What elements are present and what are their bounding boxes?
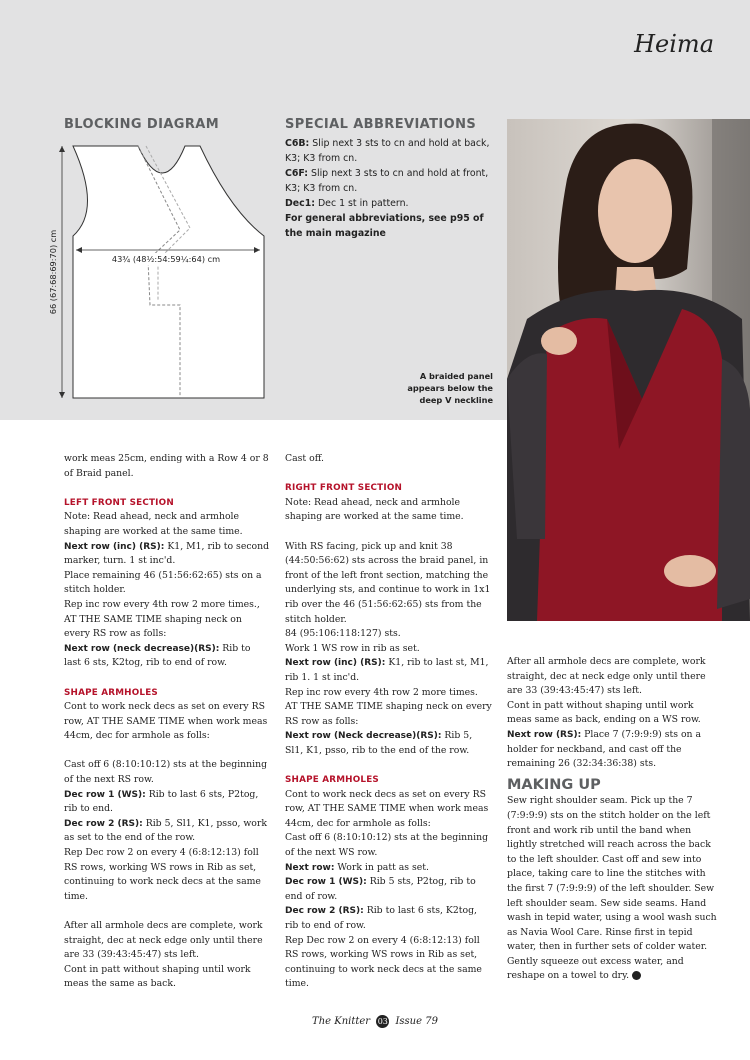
paragraph: Next row (inc) (RS): K1, M1, rib to second marker, turn. 1 st inc'd.	[64, 540, 270, 567]
paragraph: Next row: Work in patt as set.	[285, 861, 430, 873]
paragraph: Cast off 6 (8:10:10:12) sts at the beginning of the next WS row.	[285, 832, 489, 859]
height-arrow-bottom-head	[59, 392, 65, 398]
paragraph: Cont in patt without shaping until work meas same as back, ending on a WS row.	[507, 699, 701, 726]
column-1	[64, 452, 270, 992]
width-label: 43¾ (48½:54:59¼:64) cm	[111, 254, 221, 264]
paragraph: After all armhole decs are complete, work straight, dec at neck edge only until there are 33 (39:43:45:47) sts left.	[507, 656, 706, 697]
paragraph: Dec row 2 (RS): Rib 5, Sl1, K1, psso, work as set to the end of the row.	[64, 817, 267, 844]
paragraph: Dec row 2 (RS): Rib to last 6 sts, K2tog, rib to end of row.	[285, 905, 478, 931]
right-front-heading: RIGHT FRONT SECTION	[285, 483, 403, 494]
magazine-name: The Knitter	[312, 1016, 371, 1027]
paragraph: Rep Dec row 2 on every 4 (6:8:12:13) foll RS rows, working WS rows in Rib as set, continuing to work neck decs at the same time.	[285, 934, 482, 990]
page-number: 03	[377, 1017, 388, 1026]
paragraph: Next row (RS): Place 7 (7:9:9:9) sts on a holder for neckband, and cast off the remaining 26 (32:34:36:38) sts.	[507, 728, 702, 770]
column-2	[285, 452, 493, 992]
paragraph: Dec row 1 (WS): Rib to last 6 sts, P2tog, rib to end.	[64, 788, 259, 815]
paragraph: Rep inc row every 4th row 2 more times. AT THE SAME TIME shaping neck on every RS row as folls:	[285, 686, 492, 727]
paragraph: Cast off.	[285, 453, 324, 464]
abbreviations-list	[285, 136, 495, 241]
abbr-item: Dec1: Dec 1 st in pattern.	[285, 198, 409, 209]
left-front-heading: LEFT FRONT SECTION	[64, 497, 174, 508]
abbr-item: C6B: Slip next 3 sts to cn and hold at back, K3; K3 from cn.	[285, 138, 490, 164]
paragraph: Cast off 6 (8:10:10:12) sts at the beginning of the next RS row.	[64, 759, 268, 786]
paragraph: With RS facing, pick up and knit 38 (44:50:56:62) sts across the braid panel, in front of the left front section, matching the underlying sts, and continue to work in 1x1 rib over the 46 (51:56:62:65) sts from the stitch holder.	[285, 540, 491, 625]
paragraph: work meas 25cm, ending with a Row 4 or 8 of Braid panel.	[64, 453, 269, 479]
paragraph: Cont to work neck decs as set on every RS row, AT THE SAME TIME when work meas 44cm, dec for armhole as folls:	[64, 701, 268, 742]
height-arrow-top-head	[59, 146, 65, 152]
abbreviations-heading: SPECIAL ABBREVIATIONS	[285, 117, 477, 132]
blocking-diagram	[40, 140, 275, 408]
making-up-heading: MAKING UP	[507, 776, 601, 793]
height-label: 66 (67:68:69:70) cm	[48, 229, 58, 315]
paragraph: Next row (neck decrease)(RS): Rib to last 6 sts, K2tog, rib to end of row.	[64, 642, 251, 669]
paragraph: Cont to work neck decs as set on every RS row, AT THE SAME TIME when work meas 44cm, dec for armhole as folls:	[285, 788, 489, 829]
paragraph: Work 1 WS row in rib as set.	[285, 642, 420, 654]
paragraph: Cont in patt without shaping until work meas the same as back.	[64, 963, 251, 990]
paragraph: Next row (Neck decrease)(RS): Rib 5, Sl1, K1, psso, rib to the end of the row.	[285, 730, 473, 756]
paragraph: After all armhole decs are complete, work straight, dec at neck edge only until there are 33 (39:43:45:47) sts left.	[64, 920, 263, 961]
photo-caption: A braided panel appears below the deep V neckline	[407, 371, 493, 405]
page-title: Heima	[634, 30, 714, 58]
column-3	[507, 655, 719, 984]
page-footer	[0, 1015, 750, 1028]
paragraph: Rep Dec row 2 on every 4 (6:8:12:13) foll RS rows, working WS rows in Rib as set, continuing to work neck decs at the same time.	[64, 847, 261, 902]
paragraph: 84 (95:106:118:127) sts.	[285, 628, 401, 640]
end-mark-icon	[632, 971, 641, 980]
paragraph: Note: Read ahead, neck and armhole shaping are worked at the same time.	[285, 496, 464, 523]
vest-outline	[73, 146, 264, 398]
blocking-diagram-heading: BLOCKING DIAGRAM	[64, 117, 220, 132]
paragraph: Next row (inc) (RS): K1, rib to last st, M1, rib 1. 1 st inc'd.	[285, 657, 489, 683]
shape-armholes-heading: SHAPE ARMHOLES	[64, 687, 158, 698]
issue-label: Issue 79	[395, 1016, 438, 1027]
paragraph: Rep inc row every 4th row 2 more times., AT THE SAME TIME shaping neck on every RS row as folls:	[64, 598, 260, 640]
shape-armholes-heading: SHAPE ARMHOLES	[285, 775, 379, 786]
model-photo	[507, 119, 750, 621]
abbr-note: For general abbreviations, see p95 of the main magazine	[285, 213, 484, 239]
paragraph: Sew right shoulder seam. Pick up the 7 (7:9:9:9) sts on the stitch holder on the left front and work rib until the band when lightly stretched will reach across the back to the left shoulder. Cast off and sew into place, taking care to line the stitches with the first 7 (7:9:9:9) of the left shoulder. Sew left shoulder seam. Sew side seams. Hand wash in tepid water, using a wool wash such as Navia Wool Care. Rinse first in tepid water, then in further sets of colder water. Gently squeeze out excess water, and reshape on a towel to dry.	[507, 795, 717, 982]
paragraph: Dec row 1 (WS): Rib 5 sts, P2tog, rib to end of row.	[285, 876, 476, 902]
paragraph: Note: Read ahead, neck and armhole shaping are worked at the same time.	[64, 511, 243, 537]
paragraph: Place remaining 46 (51:56:62:65) sts on a stitch holder.	[64, 569, 262, 596]
abbr-item: C6F: Slip next 3 sts to cn and hold at front, K3; K3 from cn.	[285, 168, 489, 194]
